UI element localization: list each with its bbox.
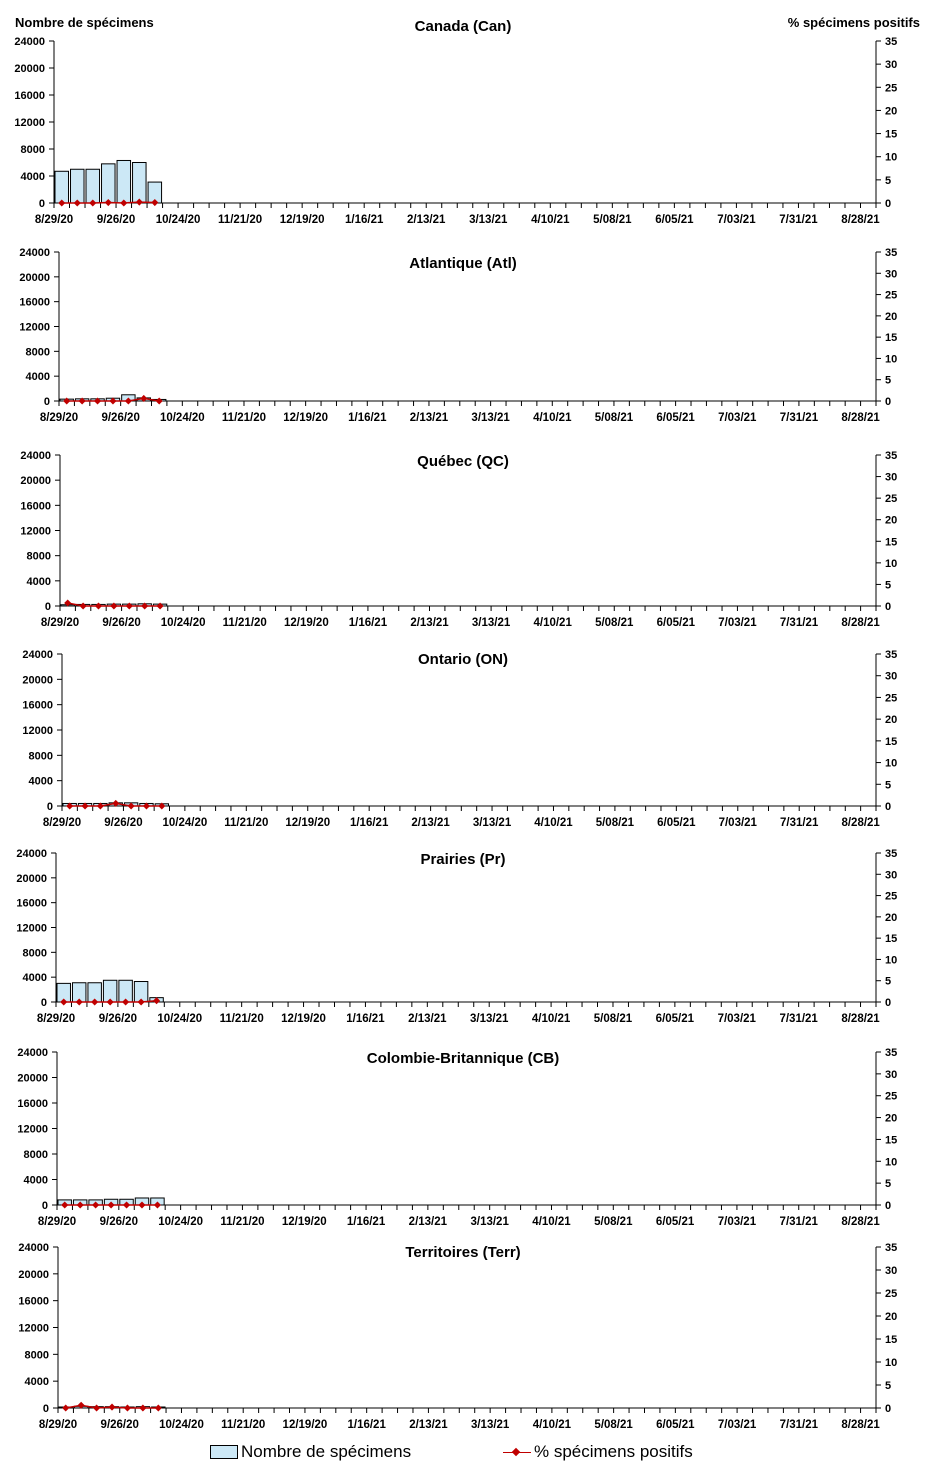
y-tick-label: 24000: [16, 848, 47, 860]
y-tick-label: 8000: [22, 947, 47, 960]
legend-line-swatch: [503, 1446, 531, 1458]
y-tick-label: 20000: [14, 63, 45, 75]
bar: [55, 171, 69, 203]
y-tick-label: 0: [42, 1403, 49, 1415]
positivity-point: [157, 602, 164, 609]
x-tick-label: 3/13/21: [472, 817, 512, 829]
y2-tick-label: 0: [885, 997, 892, 1009]
chart-title: Québec (QC): [417, 453, 509, 470]
y-tick-label: 4000: [23, 1174, 48, 1187]
y-tick-label: 8000: [24, 1349, 49, 1362]
chart-title: Atlantique (Atl): [409, 255, 517, 272]
legend-item-line: [503, 1442, 693, 1462]
y2-tick-label: 35: [885, 649, 898, 661]
y-tick-label: 24000: [20, 450, 51, 462]
x-tick-label: 2/13/21: [407, 214, 446, 226]
x-tick-label: 1/16/21: [348, 617, 388, 629]
y2-tick-label: 15: [885, 128, 898, 141]
y2-tick-label: 5: [885, 1178, 892, 1191]
y2-tick-label: 0: [885, 198, 892, 210]
y2-tick-label: 25: [885, 1090, 898, 1103]
chart-title: Territoires (Terr): [405, 1244, 521, 1261]
chart-title: Ontario (ON): [418, 651, 508, 668]
x-tick-label: 12/19/20: [282, 1419, 328, 1431]
y2-tick-label: 20: [885, 911, 898, 924]
y2-tick-label: 30: [885, 869, 898, 882]
positivity-point: [95, 602, 102, 609]
y2-tick-label: 20: [885, 1112, 898, 1125]
y2-tick-label: 25: [885, 493, 898, 506]
x-tick-label: 4/10/21: [533, 617, 572, 629]
positivity-point: [155, 1404, 162, 1411]
x-tick-label: 10/24/20: [159, 1419, 204, 1431]
x-tick-label: 7/31/21: [780, 817, 819, 829]
y2-tick-label: 5: [885, 174, 892, 187]
y2-tick-label: 35: [885, 36, 898, 48]
x-tick-label: 8/29/20: [37, 1216, 77, 1228]
y-tick-label: 20000: [18, 1268, 49, 1281]
x-tick-label: 10/24/20: [155, 214, 201, 226]
x-tick-label: 7/03/21: [717, 1216, 757, 1228]
y2-tick-label: 25: [885, 692, 898, 705]
y-tick-label: 0: [46, 801, 53, 813]
y2-tick-label: 0: [885, 1200, 892, 1212]
x-tick-label: 2/13/21: [410, 617, 449, 629]
x-tick-label: 5/08/21: [594, 1216, 633, 1228]
y2-tick-label: 15: [885, 1134, 898, 1147]
y-tick-label: 4000: [24, 1376, 49, 1389]
x-tick-label: 1/16/21: [346, 1013, 385, 1025]
x-tick-label: 3/13/21: [470, 1013, 509, 1025]
y-tick-label: 16000: [20, 500, 51, 513]
bar: [102, 164, 116, 203]
x-tick-label: 8/29/20: [38, 1419, 78, 1431]
y-tick-label: 24000: [22, 649, 53, 661]
y2-tick-label: 10: [885, 757, 898, 770]
y-tick-label: 0: [41, 1200, 48, 1212]
x-tick-label: 7/03/21: [718, 412, 757, 424]
x-tick-label: 8/29/20: [42, 817, 82, 829]
x-tick-label: 11/21/20: [219, 1013, 264, 1025]
y-tick-label: 12000: [17, 1123, 48, 1136]
y-axis-title: Nombre de spécimens: [15, 15, 154, 30]
x-tick-label: 9/26/20: [98, 1013, 138, 1025]
x-tick-label: 5/08/21: [594, 1419, 633, 1431]
y2-tick-label: 10: [885, 557, 898, 570]
x-tick-label: 6/05/21: [657, 817, 696, 829]
chart-title: Canada (Can): [414, 18, 512, 35]
y2-tick-label: 0: [885, 801, 892, 813]
y-tick-label: 0: [43, 396, 50, 408]
x-tick-label: 12/19/20: [285, 817, 331, 829]
x-tick-label: 8/28/21: [841, 1216, 880, 1228]
y2-tick-label: 30: [885, 1265, 898, 1277]
x-tick-label: 11/21/20: [222, 617, 267, 629]
x-tick-label: 11/21/20: [224, 817, 269, 829]
x-tick-label: 9/26/20: [101, 412, 140, 424]
y2-tick-label: 15: [885, 536, 898, 549]
positivity-point: [62, 1404, 69, 1411]
y-tick-label: 8000: [23, 1149, 48, 1161]
y2-tick-label: 35: [885, 848, 898, 860]
y-tick-label: 4000: [26, 575, 51, 588]
legend-bar-label: Nombre de spécimens: [241, 1442, 412, 1461]
x-tick-label: 7/03/21: [717, 1419, 757, 1431]
x-tick-label: 12/19/20: [283, 412, 329, 424]
y-tick-label: 8000: [28, 750, 53, 763]
y-tick-label: 8000: [20, 144, 45, 156]
y2-tick-label: 15: [885, 933, 898, 946]
legend-line-label: % spécimens positifs: [534, 1442, 693, 1461]
y2-tick-label: 30: [885, 670, 898, 683]
x-tick-label: 10/24/20: [158, 1216, 204, 1228]
x-tick-label: 10/24/20: [157, 1013, 203, 1025]
x-tick-label: 12/19/20: [281, 1216, 327, 1228]
y-tick-label: 0: [44, 601, 51, 613]
x-tick-label: 11/21/20: [221, 1419, 266, 1431]
x-tick-label: 8/29/20: [36, 1013, 76, 1025]
x-tick-label: 7/03/21: [717, 214, 756, 226]
legend-item-bars: [210, 1442, 411, 1462]
y2-tick-label: 5: [885, 374, 892, 387]
x-tick-label: 5/08/21: [593, 1013, 633, 1025]
y2-tick-label: 5: [885, 779, 892, 792]
x-tick-label: 8/28/21: [841, 214, 880, 226]
x-tick-label: 4/10/21: [534, 817, 573, 829]
y-tick-label: 12000: [19, 321, 50, 334]
x-tick-label: 10/24/20: [162, 817, 208, 829]
x-tick-label: 7/31/21: [779, 617, 819, 629]
positivity-point: [93, 1404, 100, 1411]
chart-legend: [0, 1438, 925, 1468]
y2-tick-label: 25: [885, 1288, 898, 1300]
y-tick-label: 20000: [20, 475, 51, 488]
x-tick-label: 8/28/21: [841, 1419, 880, 1431]
y-tick-label: 16000: [18, 1295, 49, 1308]
y-tick-label: 16000: [19, 296, 50, 309]
y-tick-label: 24000: [18, 1242, 49, 1254]
y-tick-label: 8000: [26, 550, 51, 563]
x-tick-label: 6/05/21: [656, 412, 695, 424]
x-tick-label: 5/08/21: [595, 617, 634, 629]
x-tick-label: 4/10/21: [531, 214, 570, 226]
y2-tick-label: 10: [885, 1357, 898, 1369]
y2-tick-label: 10: [885, 954, 898, 967]
x-tick-label: 7/31/21: [779, 1013, 818, 1025]
x-tick-label: 4/10/21: [532, 1216, 571, 1228]
positivity-point: [139, 1404, 146, 1411]
x-tick-label: 1/16/21: [346, 1216, 386, 1228]
x-tick-label: 7/31/21: [779, 1419, 819, 1431]
x-tick-label: 9/26/20: [100, 1419, 139, 1431]
x-tick-label: 6/05/21: [656, 617, 696, 629]
y-tick-label: 12000: [18, 1322, 49, 1335]
bar: [86, 169, 100, 203]
y2-tick-label: 30: [885, 471, 898, 484]
y2-tick-label: 15: [885, 1334, 898, 1346]
positivity-point: [63, 397, 70, 404]
x-tick-label: 9/26/20: [96, 214, 136, 226]
y-tick-label: 4000: [22, 972, 47, 985]
x-tick-label: 6/05/21: [655, 1013, 695, 1025]
x-tick-label: 3/13/21: [471, 617, 511, 629]
y2-tick-label: 20: [885, 310, 898, 323]
x-tick-label: 8/28/21: [841, 412, 880, 424]
y2-axis-title: % spécimens positifs: [787, 15, 920, 30]
positivity-point: [108, 1404, 115, 1411]
x-tick-label: 8/29/20: [40, 617, 80, 629]
y-tick-label: 8000: [25, 346, 50, 359]
x-tick-label: 4/10/21: [532, 1419, 572, 1431]
y2-tick-label: 5: [885, 579, 892, 592]
y2-tick-label: 20: [885, 105, 898, 118]
x-tick-label: 6/05/21: [655, 214, 694, 226]
chart-title: Colombie-Britannique (CB): [366, 1050, 560, 1067]
x-tick-label: 3/13/21: [471, 412, 510, 424]
x-tick-label: 10/24/20: [160, 617, 206, 629]
y2-tick-label: 30: [885, 1068, 898, 1081]
y2-tick-label: 35: [885, 450, 898, 462]
x-tick-label: 10/24/20: [159, 412, 205, 424]
y2-tick-label: 30: [885, 59, 898, 72]
y2-tick-label: 10: [885, 151, 898, 164]
x-tick-label: 1/16/21: [347, 1419, 386, 1431]
x-tick-label: 5/08/21: [593, 214, 632, 226]
y-tick-label: 16000: [14, 90, 45, 102]
y-tick-label: 20000: [19, 271, 50, 284]
y2-tick-label: 25: [885, 890, 898, 903]
y2-tick-label: 35: [885, 247, 898, 259]
bar: [117, 160, 131, 203]
y-tick-label: 4000: [28, 775, 53, 788]
x-tick-label: 1/16/21: [345, 214, 384, 226]
x-tick-label: 8/28/21: [841, 617, 880, 629]
y-tick-label: 12000: [22, 725, 53, 737]
y2-tick-label: 20: [885, 1311, 898, 1323]
y-tick-label: 0: [38, 198, 45, 210]
y2-tick-label: 20: [885, 714, 898, 727]
x-tick-label: 6/05/21: [656, 1419, 695, 1431]
y2-tick-label: 15: [885, 735, 898, 748]
y2-tick-label: 35: [885, 1242, 898, 1254]
y-tick-label: 20000: [17, 1072, 48, 1085]
x-tick-label: 5/08/21: [595, 817, 635, 829]
x-tick-label: 12/19/20: [281, 1013, 326, 1025]
x-tick-label: 7/03/21: [717, 1013, 756, 1025]
chart-title: Prairies (Pr): [420, 851, 506, 868]
positivity-point: [110, 602, 117, 609]
x-tick-label: 3/13/21: [469, 214, 508, 226]
y-tick-label: 16000: [17, 1098, 48, 1110]
x-tick-label: 7/31/21: [779, 412, 819, 424]
x-tick-label: 2/13/21: [411, 817, 450, 829]
y-tick-label: 0: [40, 997, 47, 1009]
x-tick-label: 2/13/21: [409, 412, 449, 424]
x-tick-label: 7/31/21: [779, 214, 818, 226]
y-tick-label: 16000: [16, 897, 47, 910]
positivity-point: [126, 602, 133, 609]
y2-tick-label: 5: [885, 1380, 892, 1392]
x-tick-label: 2/13/21: [408, 1013, 447, 1025]
x-tick-label: 7/31/21: [779, 1216, 818, 1228]
x-tick-label: 5/08/21: [594, 412, 634, 424]
x-tick-label: 9/26/20: [104, 817, 143, 829]
y2-tick-label: 0: [885, 1403, 892, 1415]
positivity-point: [80, 602, 87, 609]
y2-tick-label: 25: [885, 82, 898, 95]
bar: [71, 169, 85, 203]
y2-tick-label: 35: [885, 1047, 898, 1059]
y-tick-label: 24000: [14, 36, 45, 48]
y-tick-label: 12000: [20, 525, 51, 538]
x-tick-label: 1/16/21: [348, 412, 387, 424]
legend-bar-swatch: [210, 1445, 238, 1459]
y-tick-label: 16000: [22, 699, 53, 712]
x-tick-label: 11/21/20: [221, 412, 267, 424]
x-tick-label: 6/05/21: [655, 1216, 695, 1228]
y2-tick-label: 25: [885, 289, 898, 302]
y-tick-label: 20000: [22, 674, 53, 687]
x-tick-label: 8/28/21: [841, 1013, 880, 1025]
y-tick-label: 12000: [14, 117, 45, 129]
x-tick-label: 9/26/20: [102, 617, 141, 629]
x-tick-label: 2/13/21: [409, 1419, 448, 1431]
y2-tick-label: 5: [885, 975, 892, 988]
x-tick-label: 3/13/21: [470, 1419, 510, 1431]
y-tick-label: 20000: [16, 872, 47, 885]
y2-tick-label: 30: [885, 268, 898, 281]
y2-tick-label: 15: [885, 332, 898, 345]
x-tick-label: 8/28/21: [841, 817, 880, 829]
x-tick-label: 7/03/21: [718, 817, 757, 829]
x-tick-label: 12/19/20: [279, 214, 325, 226]
y2-tick-label: 0: [885, 396, 892, 408]
x-tick-label: 8/29/20: [39, 412, 79, 424]
x-tick-label: 11/21/20: [220, 1216, 265, 1228]
x-tick-label: 8/29/20: [34, 214, 74, 226]
x-tick-label: 11/21/20: [218, 214, 263, 226]
y2-tick-label: 0: [885, 601, 892, 613]
x-tick-label: 9/26/20: [99, 1216, 138, 1228]
y2-tick-label: 20: [885, 514, 898, 527]
x-tick-label: 2/13/21: [408, 1216, 448, 1228]
x-tick-label: 3/13/21: [470, 1216, 509, 1228]
x-tick-label: 7/03/21: [718, 617, 757, 629]
y2-tick-label: 10: [885, 1156, 898, 1169]
positivity-point: [156, 397, 163, 404]
x-tick-label: 1/16/21: [349, 817, 389, 829]
x-tick-label: 4/10/21: [533, 412, 572, 424]
y-tick-label: 4000: [25, 371, 50, 384]
y-tick-label: 24000: [19, 247, 50, 259]
y-tick-label: 24000: [17, 1047, 48, 1059]
x-tick-label: 12/19/20: [283, 617, 329, 629]
y-tick-label: 4000: [20, 171, 45, 183]
bar: [133, 163, 147, 204]
y2-tick-label: 10: [885, 353, 898, 366]
y-tick-label: 12000: [16, 922, 47, 935]
positivity-point: [124, 1404, 131, 1411]
x-tick-label: 4/10/21: [531, 1013, 571, 1025]
